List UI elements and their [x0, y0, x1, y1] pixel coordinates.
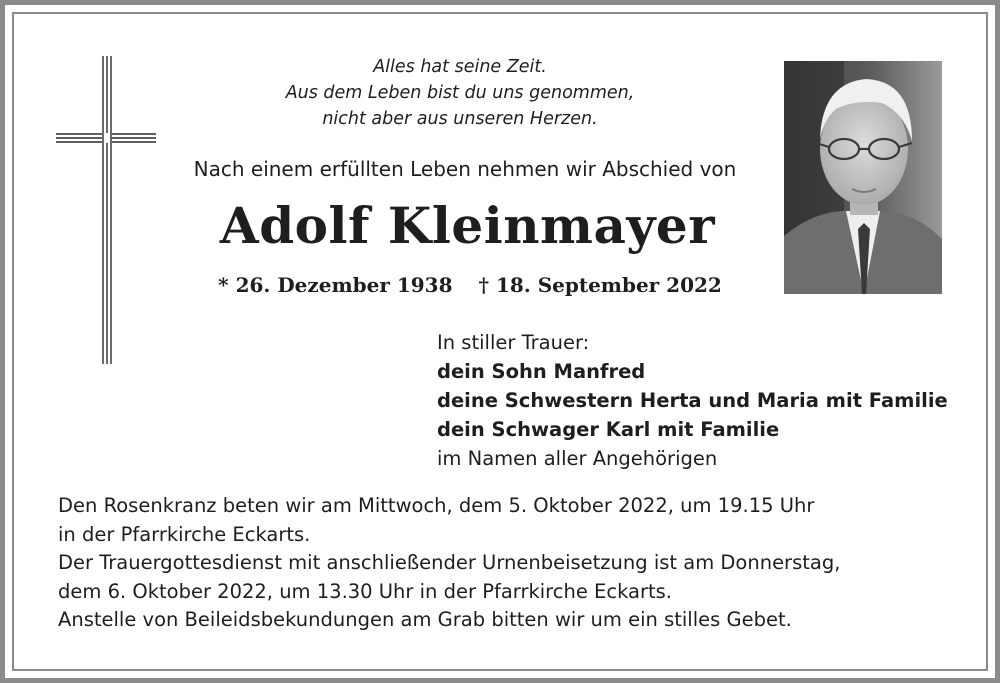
birth-date: * 26. Dezember 1938 — [218, 273, 453, 297]
mourners-block — [437, 328, 948, 473]
verse-line-2: Aus dem Leben bist du uns genommen, — [285, 83, 635, 103]
mourner-line: deine Schwestern Herta und Maria mit Familie — [437, 389, 948, 412]
death-date: † 18. September 2022 — [478, 273, 722, 297]
mourner-line: dein Schwager Karl mit Familie — [437, 418, 780, 441]
mourners-footer: im Namen aller Angehörigen — [437, 447, 718, 470]
life-dates — [150, 273, 790, 297]
verse-line-3: nicht aber aus unseren Herzen. — [322, 109, 598, 129]
notice-line: dem 6. Oktober 2022, um 13.30 Uhr in der Pfarrkirche Eckarts. — [58, 579, 672, 603]
notice-line: Den Rosenkranz beten wir am Mittwoch, dem 5. Oktober 2022, um 19.15 Uhr — [58, 494, 815, 517]
mourner-line: dein Sohn Manfred — [437, 360, 646, 383]
mourners-heading: In stiller Trauer: — [437, 331, 590, 354]
verse-line-1: Alles hat seine Zeit. — [373, 57, 547, 77]
notice-line: in der Pfarrkirche Eckarts. — [58, 522, 311, 546]
verse — [240, 54, 680, 132]
deceased-name: Adolf Kleinmayer — [219, 196, 716, 255]
notice-line: Der Trauergottesdienst mit anschließender Urnenbeisetzung ist am Donnerstag, — [58, 551, 841, 574]
portrait-photo — [784, 61, 942, 294]
service-notices — [58, 492, 840, 635]
intro-text: Nach einem erfüllten Leben nehmen wir Abschied von — [193, 157, 737, 181]
notice-line: Anstelle von Beileidsbekundungen am Grab bitten wir um ein stilles Gebet. — [58, 608, 792, 631]
